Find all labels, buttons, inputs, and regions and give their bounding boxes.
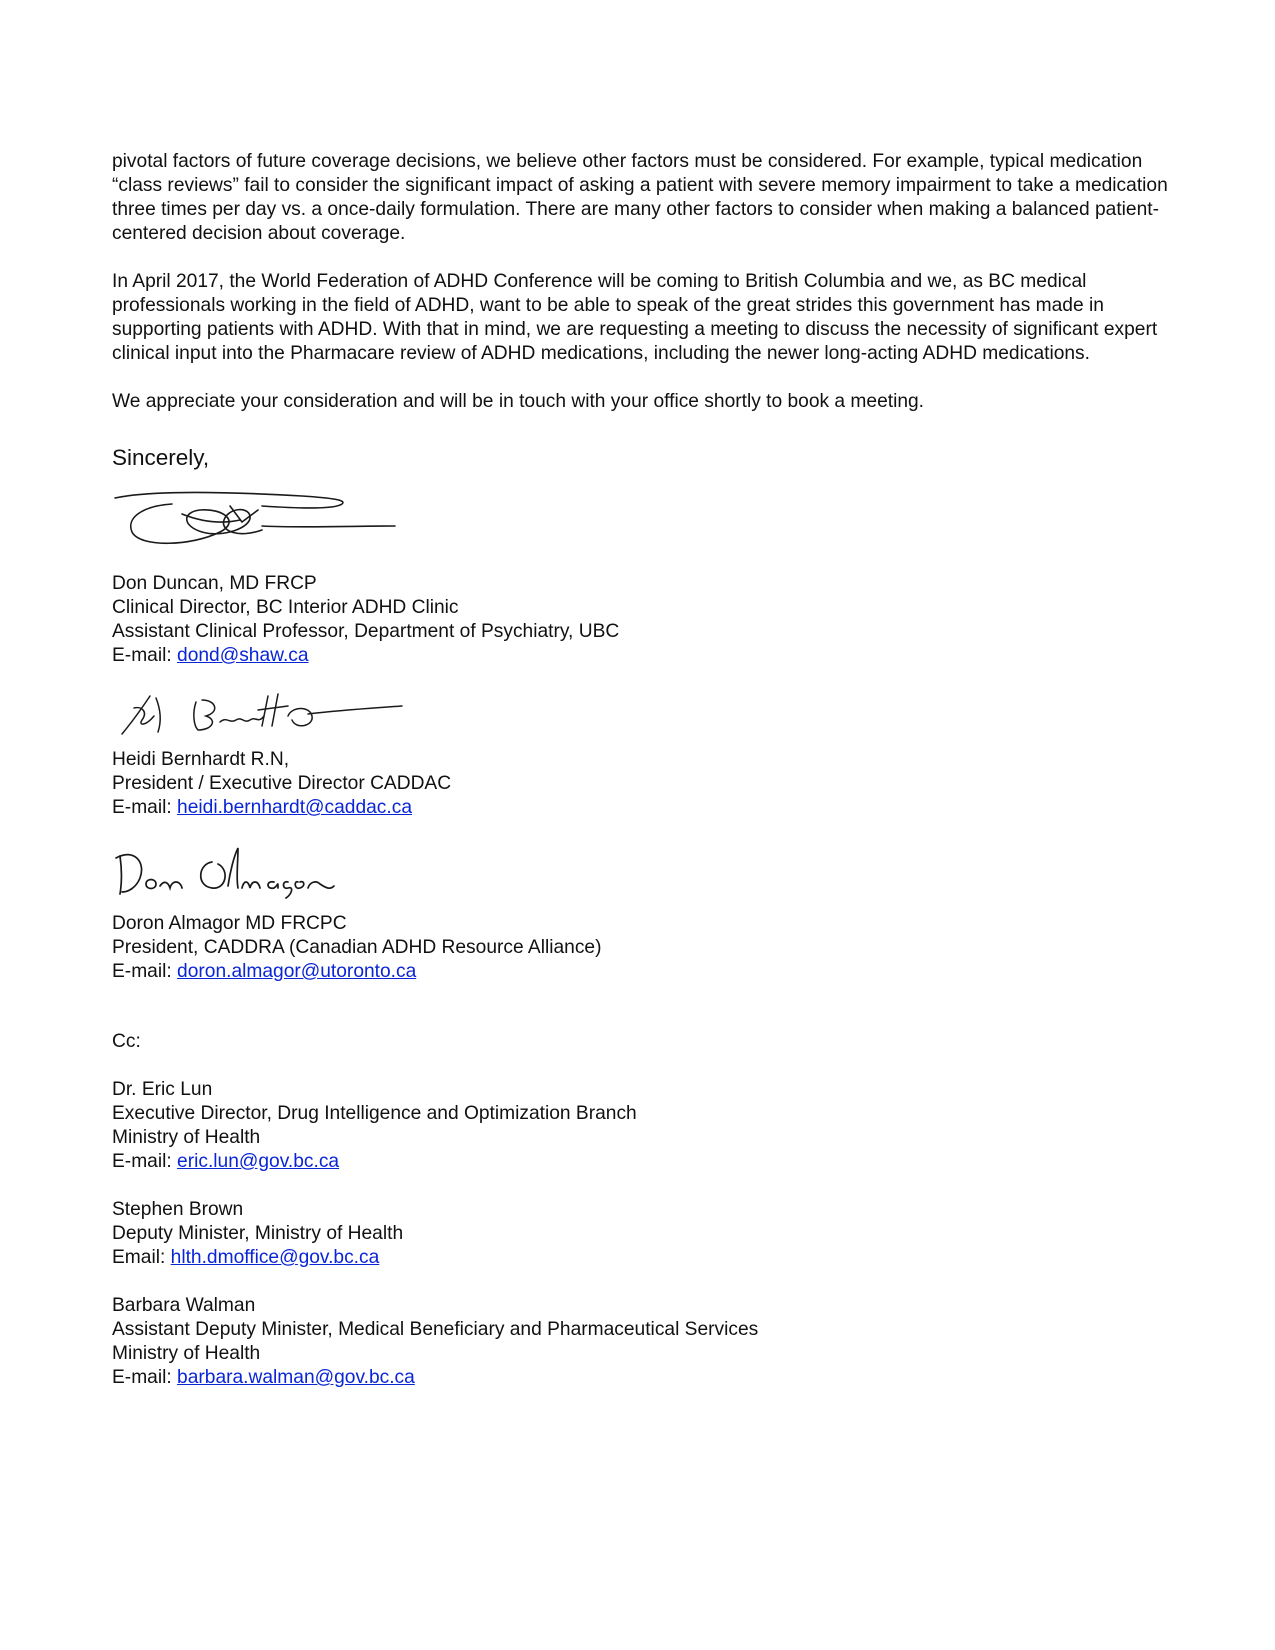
cc-recipient-eric-lun — [112, 1078, 1172, 1174]
email-label: E-mail: — [112, 961, 172, 982]
cc-name: Barbara Walman — [112, 1295, 256, 1316]
cc-title: Assistant Deputy Minister, Medical Beneficiary and Pharmaceutical Services — [112, 1319, 759, 1340]
signatory-email-line — [112, 960, 1172, 984]
body-paragraph-3: We appreciate your consideration and will be in touch with your office shortly to book a meeting. — [112, 391, 925, 412]
signatory-don-duncan — [112, 572, 1172, 668]
email-label: Email: — [112, 1247, 166, 1268]
cc-title: Ministry of Health — [112, 1343, 261, 1364]
cc-recipient-stephen-brown — [112, 1198, 1172, 1270]
body-paragraph-1: pivotal factors of future coverage decisions, we believe other factors must be considered. For example, typical medication “class reviews” fail to consider the significant impact of asking a patient with severe memory impairment to take a medication three times per day vs. a once-daily formulation. There are many other factors to consider when making a balanced patient-centered decision about coverage. — [112, 151, 1168, 244]
signatory-title: President, CADDRA (Canadian ADHD Resource Alliance) — [112, 937, 602, 958]
cc-title: Deputy Minister, Ministry of Health — [112, 1223, 404, 1244]
body-paragraph-2: In April 2017, the World Federation of ADHD Conference will be coming to British Columbia and we, as BC medical professionals working in the field of ADHD, want to be able to speak of the great strides this government has made in supporting patients with ADHD. With that in mind, we are requesting a meeting to discuss the necessity of significant expert clinical input into the Pharmacare review of ADHD medications, including the newer long-acting ADHD medications. — [112, 271, 1158, 364]
signatory-title: Assistant Clinical Professor, Department of Psychiatry, UBC — [112, 621, 620, 642]
email-label: E-mail: — [112, 1151, 172, 1172]
signatory-name: Don Duncan, MD FRCP — [112, 573, 317, 594]
signature-heidi-bernhardt — [112, 686, 1172, 742]
cc-email-line — [112, 1150, 1172, 1174]
cc-name: Dr. Eric Lun — [112, 1079, 213, 1100]
email-link-don-duncan[interactable]: dond@shaw.ca — [177, 645, 309, 666]
email-link-heidi-bernhardt[interactable]: heidi.bernhardt@caddac.ca — [177, 797, 413, 818]
cc-recipient-barbara-walman — [112, 1294, 1172, 1390]
cc-label: Cc: — [112, 1031, 141, 1052]
cc-title: Executive Director, Drug Intelligence and Optimization Branch — [112, 1103, 637, 1124]
signatory-email-line — [112, 644, 1172, 668]
signatory-doron-almagor — [112, 912, 1172, 984]
signature-don-duncan — [112, 486, 1172, 556]
email-link-eric-lun[interactable]: eric.lun@gov.bc.ca — [177, 1151, 340, 1172]
email-link-doron-almagor[interactable]: doron.almagor@utoronto.ca — [177, 961, 417, 982]
email-link-barbara-walman[interactable]: barbara.walman@gov.bc.ca — [177, 1367, 415, 1388]
cc-name: Stephen Brown — [112, 1199, 244, 1220]
cc-email-line — [112, 1246, 1172, 1270]
cc-title: Ministry of Health — [112, 1127, 261, 1148]
email-label: E-mail: — [112, 645, 172, 666]
signatory-email-line — [112, 796, 1172, 820]
letter-body — [112, 150, 1172, 1390]
closing: Sincerely, — [112, 445, 210, 470]
signatory-name: Heidi Bernhardt R.N, — [112, 749, 290, 770]
signature-doron-almagor — [112, 842, 1172, 902]
signatory-title: President / Executive Director CADDAC — [112, 773, 452, 794]
cc-email-line — [112, 1366, 1172, 1390]
email-label: E-mail: — [112, 797, 172, 818]
email-link-stephen-brown[interactable]: hlth.dmoffice@gov.bc.ca — [170, 1247, 380, 1268]
signatory-name: Doron Almagor MD FRCPC — [112, 913, 347, 934]
signatory-title: Clinical Director, BC Interior ADHD Clinic — [112, 597, 459, 618]
email-label: E-mail: — [112, 1367, 172, 1388]
signatory-heidi-bernhardt — [112, 748, 1172, 820]
